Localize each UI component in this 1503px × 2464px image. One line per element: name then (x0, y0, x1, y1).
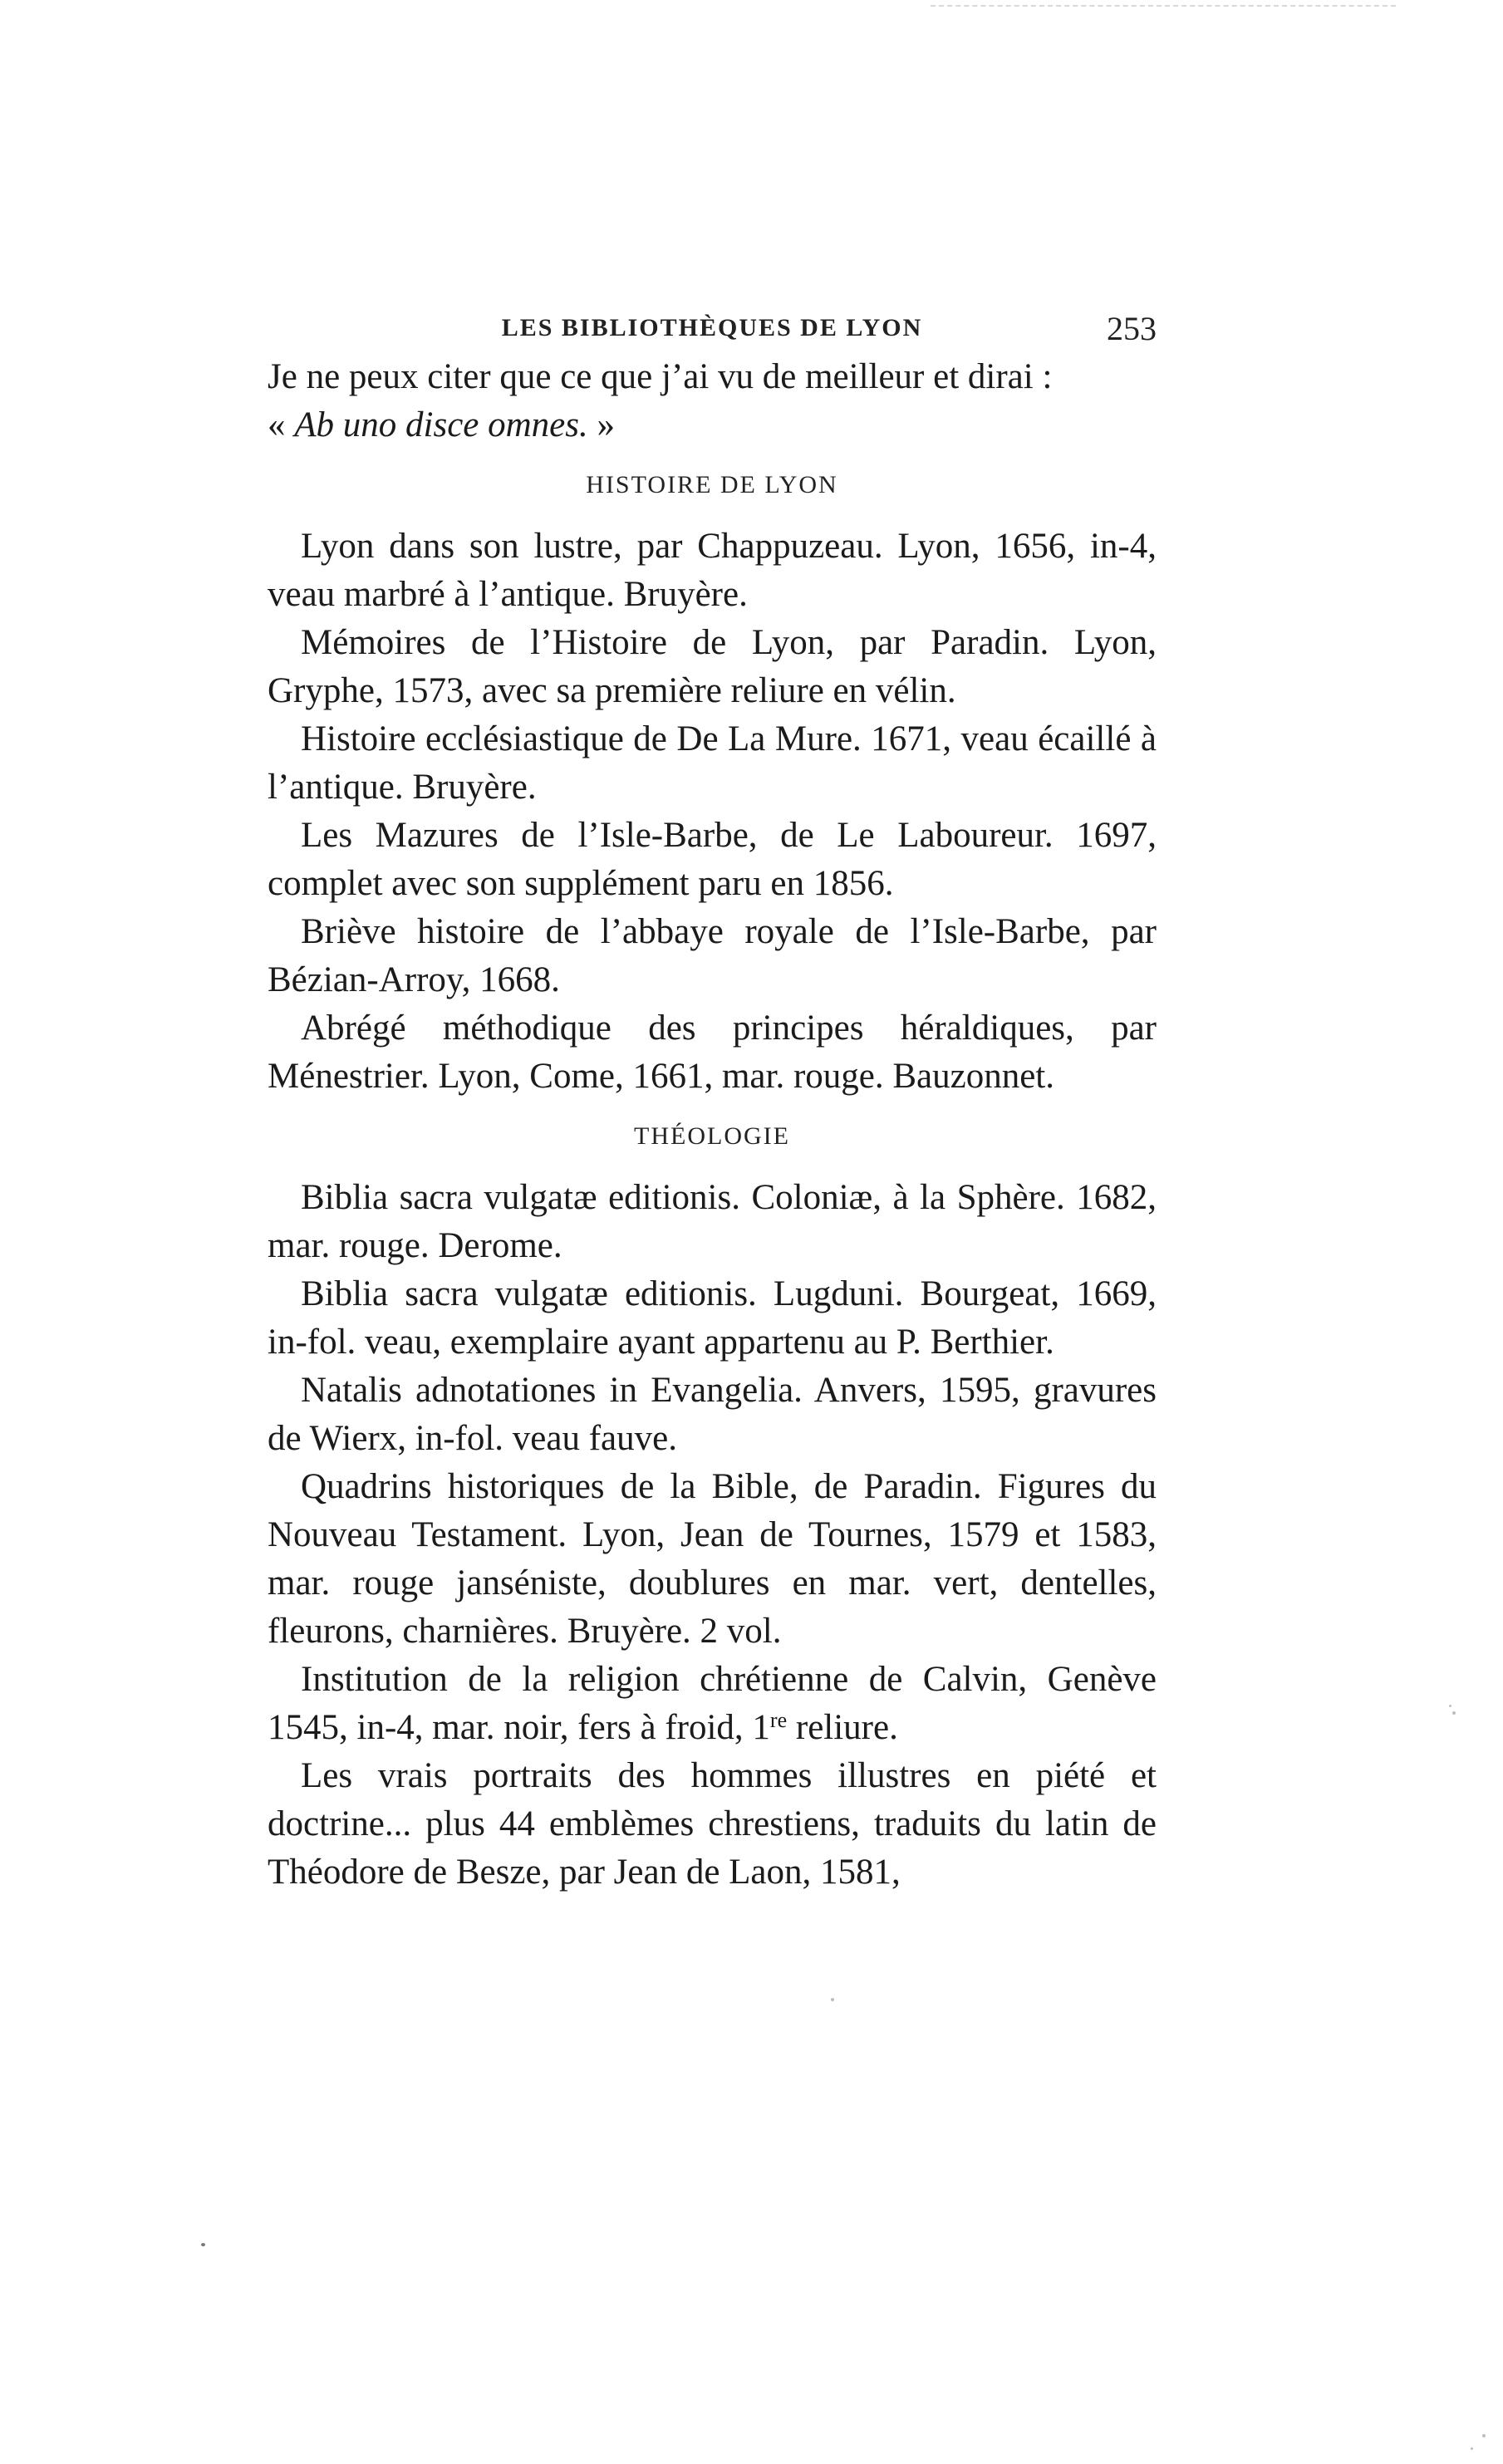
section-heading-theologie: THÉOLOGIE (634, 1122, 790, 1150)
entry-histoire-1: Lyon dans son lustre, par Chappuzeau. Lyon, 1656, in-4, veau marbré à l’antique. Bruyère. (268, 527, 1157, 614)
entry-theologie-3: Natalis adnotationes in Evangelia. Anvers, 1595, gravures de Wierx, in-fol. veau fauve. (268, 1371, 1157, 1458)
page-number: 253 (1107, 310, 1157, 347)
scan-edge-marks (931, 5, 1396, 8)
speck (1471, 2447, 1473, 2450)
entry-histoire-2: Mémoires de l’Histoire de Lyon, par Paradin. Lyon, Gryphe, 1573, avec sa première reliure en vélin. (268, 623, 1157, 710)
entry-institution-end: reliure. (787, 1708, 898, 1747)
section-heading-histoire: HISTOIRE DE LYON (586, 471, 838, 498)
speck (1449, 1705, 1451, 1707)
running-head (268, 309, 1157, 351)
entry-histoire-6: Abrégé méthodique des principes héraldiques, par Ménestrier. Lyon, Come, 1661, mar. rouge. Bauzonnet. (268, 1009, 1157, 1096)
entry-theologie-4: Quadrins historiques de la Bible, de Paradin. Figures du Nouveau Testament. Lyon, Jean de Tournes, 1579 et 1583, mar. rouge janséniste, doublures en mar. vert, dentelles, fleurons, charnières. Bruyère. 2 vol. (268, 1467, 1157, 1651)
entry-institution-text: Institution de la religion chrétienne de Calvin, Genève 1545, in-4, mar. noir, fers à froid, 1 (268, 1660, 1157, 1747)
entry-theologie-5 (268, 1656, 1157, 1752)
entry-histoire-4: Les Mazures de l’Isle-Barbe, de Le Laboureur. 1697, complet avec son supplément paru en 1856. (268, 816, 1157, 903)
intro-line: Je ne peux citer que ce que j’ai vu de meilleur et dirai : (268, 357, 1053, 396)
speck (831, 1998, 834, 2001)
intro-paragraph (268, 353, 1157, 449)
entry-histoire-3: Histoire ecclésiastique de De La Mure. 1671, veau écaillé à l’antique. Bruyère. (268, 719, 1157, 807)
entry-theologie-2: Biblia sacra vulgatæ editionis. Lugduni. Bourgeat, 1669, in-fol. veau, exemplaire ayant appartenu au P. Berthier. (268, 1274, 1157, 1362)
latin-quote: Ab uno disce omnes. (294, 405, 588, 444)
speck (1452, 1711, 1456, 1715)
running-title: LES BIBLIOTHÈQUES DE LYON (501, 314, 923, 341)
entry-histoire-5: Briève histoire de l’abbaye royale de l’Isle-Barbe, par Bézian-Arroy, 1668. (268, 912, 1157, 999)
page-body (268, 353, 1157, 1897)
entry-theologie-1: Biblia sacra vulgatæ editionis. Coloniæ, à la Sphère. 1682, mar. rouge. Derome. (268, 1178, 1157, 1265)
ordinal-superscript: re (769, 1708, 788, 1732)
quote-close: » (587, 405, 615, 444)
speck (201, 2243, 205, 2246)
entry-theologie-6: Les vrais portraits des hommes illustres en piété et doctrine... plus 44 emblèmes chrestiens, traduits du latin de Théodore de Besze, par Jean de Laon, 1581, (268, 1756, 1157, 1892)
speck (1482, 2434, 1486, 2437)
quote-open: « (268, 405, 295, 444)
